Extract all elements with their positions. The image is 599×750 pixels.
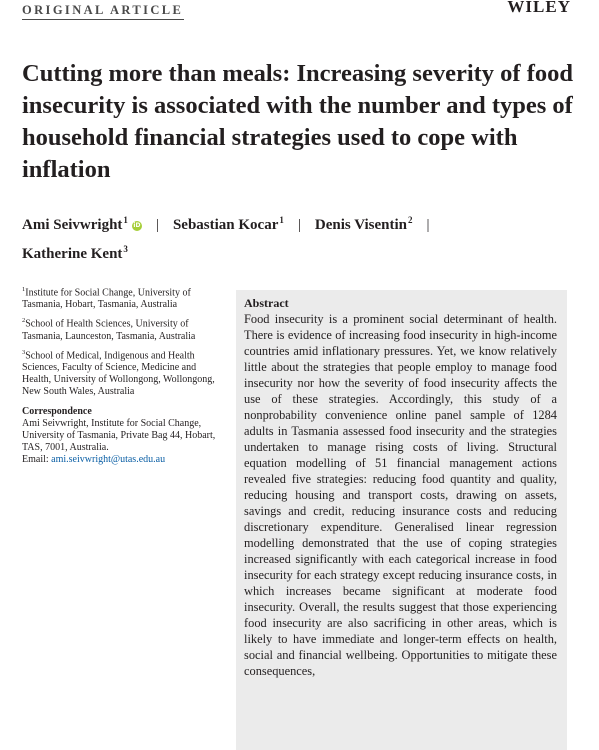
email-label: Email:	[22, 453, 52, 465]
author-affiliation-sup: 1	[123, 215, 128, 225]
email-link[interactable]: ami.seivwright@utas.edu.au	[51, 453, 166, 465]
correspondence-heading: Correspondence	[22, 405, 92, 417]
article-type-label: ORIGINAL ARTICLE	[22, 3, 184, 17]
orcid-icon[interactable]: iD	[133, 222, 141, 229]
author-3[interactable]	[315, 217, 413, 233]
correspondence-text	[22, 418, 218, 466]
affiliation-1	[22, 284, 218, 311]
affiliation-sup: 3	[22, 348, 26, 356]
publisher-logo: WILEY	[507, 0, 571, 16]
article-type-rule	[22, 19, 184, 20]
author-4[interactable]	[22, 246, 128, 262]
affiliations-column	[22, 284, 218, 466]
affiliation-text: School of Health Sciences, University of Tasmania, Launceston, Tasmania, Australia	[22, 318, 196, 342]
author-separator: |	[426, 217, 430, 233]
author-1[interactable]	[22, 217, 142, 233]
affiliation-3	[22, 347, 218, 398]
affiliation-2	[22, 315, 218, 342]
author-separator: |	[297, 217, 301, 233]
author-affiliation-sup: 1	[279, 215, 284, 225]
author-2[interactable]	[173, 217, 284, 233]
affiliation-sup: 1	[22, 286, 26, 293]
correspondence-address: Ami Seivwright, Institute for Social Change, University of Tasmania, Private Bag 44, Hobart, TAS, 7001, Australia.	[22, 417, 216, 453]
author-name: Katherine Kent	[22, 246, 123, 262]
abstract-body: Food insecurity is a prominent social determinant of health. There is evidence of increasing food insecurity in high-income countries amid inflationary pressures. Yet, we know relatively little about the strategies that people employ to manage food insecurity nor how the severity of food insecurity affects the use of these strategies. Accordingly, this study of a nonprobability convenience online panel sample of 1284 adults in Tasmania assessed food insecurity and the strategies undertaken to manage rising costs of living. Structural equation modelling of 51 financial management actions revealed five strategies: reducing food quantity and quality, reducing housing and transport costs, drawing on assets, savings and credit, reducing insurance costs and reducing discretionary expenditure. Generalised linear regression modelling demonstrated that the use of coping strategies increased significantly with each categorical increase in food insecurity for each strategy except reducing insurance costs, in which increases became significant at moderate food insecurity. Overall, the results suggest that those experiencing food insecurity are also sacrificing in other areas, which is likely to have immediate and longer-term effects on health, social and financial wellbeing. Opportunities to mitigate these consequences,	[244, 312, 557, 678]
article-title: Cutting more than meals: Increasing severity of food insecurity is associated with the number and types of household financial strategies used to cope with inflation	[22, 60, 573, 183]
affiliation-text: School of Medical, Indigenous and Health Sciences, Faculty of Science, Medicine and Health, University of Wollongong, Wollongong, New South Wales, Australia	[22, 349, 215, 397]
author-affiliation-sup: 2	[407, 215, 413, 225]
affiliation-sup: 2	[22, 317, 26, 325]
author-name: Ami Seivwright	[22, 217, 123, 233]
affiliation-text: Institute for Social Change, University of Tasmania, Hobart, Tasmania, Australia	[22, 287, 191, 311]
abstract-box	[236, 290, 567, 750]
author-name: Denis Visentin	[314, 217, 407, 233]
author-name: Sebastian Kocar	[172, 217, 279, 233]
author-affiliation-sup: 3	[123, 244, 128, 254]
abstract-heading: Abstract	[244, 296, 289, 310]
author-separator: |	[155, 217, 159, 233]
author-list	[22, 208, 582, 266]
